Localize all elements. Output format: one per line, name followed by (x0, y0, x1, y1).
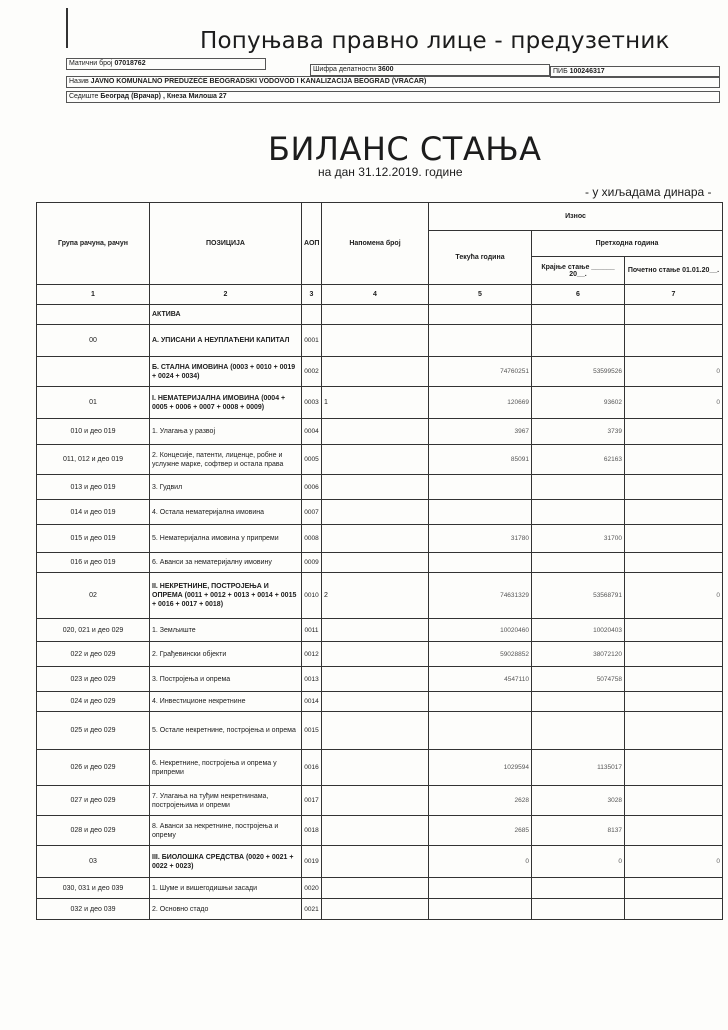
aop-cell: 0013 (302, 667, 322, 692)
current-year-cell (429, 692, 532, 712)
company-seat-field (66, 91, 720, 103)
table-row (37, 325, 723, 357)
previous-year-start-cell (625, 525, 723, 553)
group-cell: 032 и део 039 (37, 899, 150, 920)
table-row (37, 619, 723, 642)
company-name-value: JAVNO KOMUNALNO PREDUZEĆE BEOGRADSKI VODOVOD I KANALIZACIJA BEOGRAD (VRAČAR) (90, 78, 427, 85)
note-cell (322, 357, 429, 387)
previous-year-end-cell: 1135017 (532, 750, 625, 786)
table-row (37, 475, 723, 500)
tax-id-label: ПИБ (553, 68, 568, 75)
note-cell (322, 692, 429, 712)
registration-number-field (66, 58, 266, 70)
previous-year-end-cell (532, 500, 625, 525)
previous-year-end-cell (532, 305, 625, 325)
previous-year-start-cell (625, 786, 723, 816)
previous-year-start-cell (625, 750, 723, 786)
current-year-cell: 59028852 (429, 642, 532, 667)
group-cell: 03 (37, 846, 150, 878)
table-row (37, 387, 723, 419)
table-row (37, 642, 723, 667)
group-cell: 028 и део 029 (37, 816, 150, 846)
group-cell: 015 и део 019 (37, 525, 150, 553)
aop-cell: 0015 (302, 712, 322, 750)
note-cell (322, 846, 429, 878)
group-cell: 023 и део 029 (37, 667, 150, 692)
current-year-cell: 85091 (429, 445, 532, 475)
group-cell: 02 (37, 573, 150, 619)
table-row (37, 899, 723, 920)
note-cell (322, 750, 429, 786)
previous-year-end-cell (532, 899, 625, 920)
registration-number-label: Матични број (69, 60, 113, 67)
aop-cell: 0012 (302, 642, 322, 667)
position-cell: 1. Шуме и вишегодишњи засади (150, 878, 302, 899)
position-cell: 2. Грађевински објекти (150, 642, 302, 667)
position-cell: АКТИВА (150, 305, 302, 325)
current-year-cell (429, 475, 532, 500)
current-year-cell (429, 553, 532, 573)
col-number: 7 (625, 285, 723, 305)
aop-cell: 0016 (302, 750, 322, 786)
current-year-cell (429, 305, 532, 325)
column-number-row (37, 285, 723, 305)
previous-year-end-cell (532, 553, 625, 573)
company-name-label: Назив (69, 78, 89, 85)
group-cell: 020, 021 и део 029 (37, 619, 150, 642)
aop-cell: 0011 (302, 619, 322, 642)
previous-year-end-cell: 3028 (532, 786, 625, 816)
group-cell: 013 и део 019 (37, 475, 150, 500)
col-position-header: ПОЗИЦИЈА (150, 203, 302, 285)
note-cell (322, 712, 429, 750)
aop-cell: 0003 (302, 387, 322, 419)
aop-cell: 0004 (302, 419, 322, 445)
current-year-cell (429, 712, 532, 750)
aop-cell: 0007 (302, 500, 322, 525)
previous-year-start-cell: 0 (625, 846, 723, 878)
company-name-field (66, 76, 720, 88)
previous-year-end-cell: 5074758 (532, 667, 625, 692)
table-row (37, 357, 723, 387)
col-number: 5 (429, 285, 532, 305)
tax-id-value: 100246317 (569, 68, 605, 75)
note-cell (322, 786, 429, 816)
aop-cell: 0009 (302, 553, 322, 573)
note-cell (322, 525, 429, 553)
table-row (37, 786, 723, 816)
activity-code-label: Шифра делатности (313, 66, 376, 73)
col-number: 3 (302, 285, 322, 305)
company-seat-value: Београд (Врачар) , Кнеза Милоша 27 (100, 93, 227, 100)
current-year-cell: 1029594 (429, 750, 532, 786)
col-aop-header: АОП (302, 203, 322, 285)
note-cell (322, 475, 429, 500)
current-year-cell (429, 899, 532, 920)
aop-cell: 0017 (302, 786, 322, 816)
note-cell (322, 553, 429, 573)
previous-year-start-cell (625, 667, 723, 692)
table-row (37, 878, 723, 899)
previous-year-end-cell: 31700 (532, 525, 625, 553)
note-cell (322, 899, 429, 920)
group-cell: 011, 012 и део 019 (37, 445, 150, 475)
group-cell: 024 и део 029 (37, 692, 150, 712)
aop-cell: 0020 (302, 878, 322, 899)
currency-unit: - у хиљадама динара - (585, 185, 712, 199)
aop-cell: 0021 (302, 899, 322, 920)
previous-year-start-cell (625, 642, 723, 667)
current-year-cell: 0 (429, 846, 532, 878)
previous-year-end-cell: 93602 (532, 387, 625, 419)
previous-year-end-cell: 10020403 (532, 619, 625, 642)
note-cell (322, 500, 429, 525)
group-cell: 026 и део 029 (37, 750, 150, 786)
table-row (37, 692, 723, 712)
current-year-cell (429, 325, 532, 357)
table-row (37, 712, 723, 750)
document-title: БИЛАНС СТАЊА (268, 130, 542, 168)
aop-cell: 0002 (302, 357, 322, 387)
previous-year-start-cell: 0 (625, 357, 723, 387)
current-year-cell: 10020460 (429, 619, 532, 642)
note-cell (322, 878, 429, 899)
position-cell: А. УПИСАНИ А НЕУПЛАЋЕНИ КАПИТАЛ (150, 325, 302, 357)
group-cell: 022 и део 029 (37, 642, 150, 667)
previous-year-end-cell: 53599526 (532, 357, 625, 387)
position-cell: 1. Земљиште (150, 619, 302, 642)
table-row (37, 305, 723, 325)
position-cell: Б. СТАЛНА ИМОВИНА (0003 + 0010 + 0019 + 0024 + 0034) (150, 357, 302, 387)
current-year-cell: 2628 (429, 786, 532, 816)
position-cell: 5. Остале некретнине, постројења и опрема (150, 712, 302, 750)
group-cell (37, 305, 150, 325)
group-cell: 00 (37, 325, 150, 357)
company-seat-label: Седиште (69, 93, 99, 100)
table-row (37, 445, 723, 475)
group-cell: 027 и део 029 (37, 786, 150, 816)
previous-year-start-cell (625, 445, 723, 475)
position-cell: 3. Постројења и опрема (150, 667, 302, 692)
form-note-title: Попуњава правно лице - предузетник (200, 28, 670, 54)
col-prev-start-header: Почетно стање 01.01.20__. (625, 257, 723, 285)
col-group-header: Група рачуна, рачун (37, 203, 150, 285)
previous-year-start-cell (625, 419, 723, 445)
document-date: на дан 31.12.2019. године (318, 165, 463, 179)
previous-year-start-cell (625, 500, 723, 525)
position-cell: 2. Концесије, патенти, лиценце, робне и услужне марке, софтвер и остала права (150, 445, 302, 475)
group-cell: 01 (37, 387, 150, 419)
col-note-header: Напомена број (322, 203, 429, 285)
position-cell: 4. Остала нематеријална имовина (150, 500, 302, 525)
col-number: 6 (532, 285, 625, 305)
current-year-cell: 74760251 (429, 357, 532, 387)
balance-sheet-table (36, 202, 723, 920)
position-cell: 2. Основно стадо (150, 899, 302, 920)
table-row (37, 525, 723, 553)
current-year-cell (429, 878, 532, 899)
aop-cell: 0001 (302, 325, 322, 357)
position-cell: 3. Гудвил (150, 475, 302, 500)
col-number: 4 (322, 285, 429, 305)
group-cell: 016 и део 019 (37, 553, 150, 573)
previous-year-end-cell (532, 475, 625, 500)
table-row (37, 846, 723, 878)
previous-year-start-cell: 0 (625, 573, 723, 619)
aop-cell: 0008 (302, 525, 322, 553)
group-cell: 014 и део 019 (37, 500, 150, 525)
group-cell: 030, 031 и део 039 (37, 878, 150, 899)
aop-cell: 0006 (302, 475, 322, 500)
col-amount-header: Износ (429, 203, 723, 231)
aop-cell: 0014 (302, 692, 322, 712)
header-row-1 (37, 203, 723, 231)
aop-cell (302, 305, 322, 325)
table-row (37, 553, 723, 573)
table-row (37, 667, 723, 692)
previous-year-end-cell: 3739 (532, 419, 625, 445)
current-year-cell: 4547110 (429, 667, 532, 692)
position-cell: 8. Аванси за некретнине, постројења и опрему (150, 816, 302, 846)
table-row (37, 750, 723, 786)
previous-year-start-cell (625, 325, 723, 357)
position-cell: 6. Аванси за нематеријалну имовину (150, 553, 302, 573)
note-cell (322, 642, 429, 667)
previous-year-start-cell (625, 619, 723, 642)
previous-year-start-cell (625, 553, 723, 573)
current-year-cell: 120669 (429, 387, 532, 419)
previous-year-end-cell: 38072120 (532, 642, 625, 667)
current-year-cell: 2685 (429, 816, 532, 846)
col-number: 1 (37, 285, 150, 305)
col-current-header: Текућа година (429, 231, 532, 285)
note-cell (322, 667, 429, 692)
position-cell: 7. Улагања на туђим некретнинама, постројењима и опреми (150, 786, 302, 816)
previous-year-start-cell (625, 899, 723, 920)
current-year-cell (429, 500, 532, 525)
note-cell (322, 305, 429, 325)
position-cell: 4. Инвестиционе некретнине (150, 692, 302, 712)
current-year-cell: 74631329 (429, 573, 532, 619)
current-year-cell: 31780 (429, 525, 532, 553)
aop-cell: 0019 (302, 846, 322, 878)
group-cell (37, 357, 150, 387)
position-cell: 6. Некретнине, постројења и опрема у припреми (150, 750, 302, 786)
current-year-cell: 3967 (429, 419, 532, 445)
previous-year-start-cell (625, 692, 723, 712)
table-row (37, 419, 723, 445)
previous-year-start-cell (625, 305, 723, 325)
activity-code-value: 3600 (377, 66, 394, 73)
previous-year-end-cell (532, 712, 625, 750)
previous-year-end-cell: 62163 (532, 445, 625, 475)
col-number: 2 (150, 285, 302, 305)
previous-year-start-cell (625, 816, 723, 846)
registration-number-value: 07018762 (114, 60, 146, 67)
previous-year-end-cell: 8137 (532, 816, 625, 846)
group-cell: 010 и део 019 (37, 419, 150, 445)
previous-year-end-cell (532, 878, 625, 899)
margin-line (66, 8, 68, 48)
previous-year-start-cell (625, 475, 723, 500)
group-cell: 025 и део 029 (37, 712, 150, 750)
aop-cell: 0005 (302, 445, 322, 475)
position-cell: 1. Улагања у развој (150, 419, 302, 445)
previous-year-start-cell (625, 878, 723, 899)
table-row (37, 816, 723, 846)
col-previous-header: Претходна година (532, 231, 723, 257)
previous-year-end-cell (532, 692, 625, 712)
table-row (37, 573, 723, 619)
aop-cell: 0010 (302, 573, 322, 619)
note-cell (322, 445, 429, 475)
col-prev-end-header: Крајње стање ______ 20__. (532, 257, 625, 285)
position-cell: II. НЕКРЕТНИНЕ, ПОСТРОЈЕЊА И ОПРЕМА (0011 + 0012 + 0013 + 0014 + 0015 + 0016 + 0017 + 0018) (150, 573, 302, 619)
aop-cell: 0018 (302, 816, 322, 846)
previous-year-end-cell (532, 325, 625, 357)
position-cell: I. НЕМАТЕРИЈАЛНА ИМОВИНА (0004 + 0005 + 0006 + 0007 + 0008 + 0009) (150, 387, 302, 419)
note-cell: 1 (322, 387, 429, 419)
note-cell: 2 (322, 573, 429, 619)
note-cell (322, 619, 429, 642)
position-cell: 5. Нематеријална имовина у припреми (150, 525, 302, 553)
note-cell (322, 419, 429, 445)
note-cell (322, 816, 429, 846)
note-cell (322, 325, 429, 357)
position-cell: III. БИОЛОШКА СРЕДСТВА (0020 + 0021 + 0022 + 0023) (150, 846, 302, 878)
activity-code-field (310, 64, 550, 76)
previous-year-end-cell: 0 (532, 846, 625, 878)
previous-year-start-cell: 0 (625, 387, 723, 419)
previous-year-end-cell: 53568791 (532, 573, 625, 619)
previous-year-start-cell (625, 712, 723, 750)
table-row (37, 500, 723, 525)
